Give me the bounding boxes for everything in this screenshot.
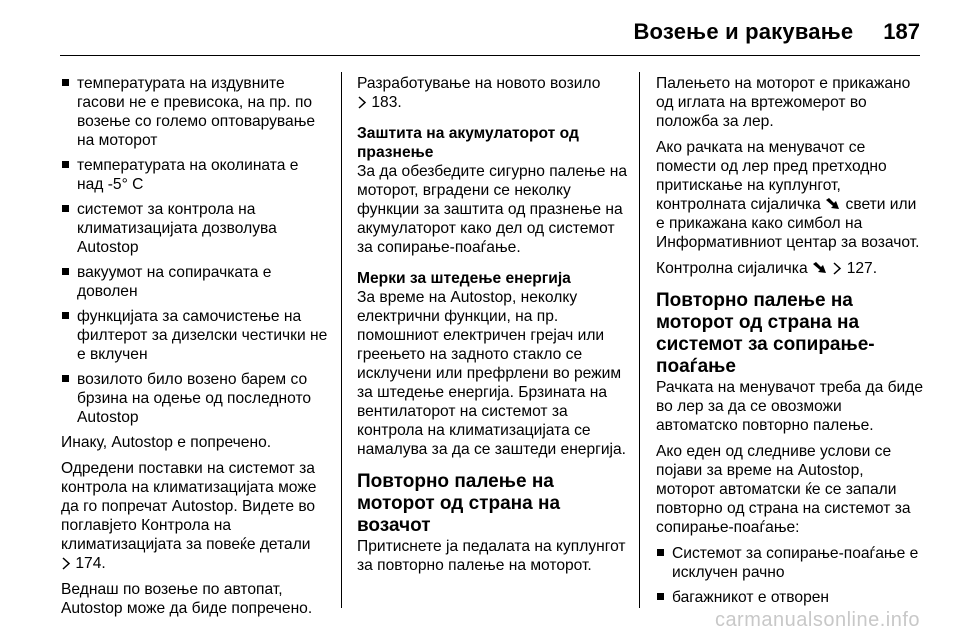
list-item: Системот за сопирање-поаѓање е исклучен рачно: [656, 544, 924, 582]
paragraph: Рачката на менувачот треба да биде во лер за да се овозможи автоматско повторно палење.: [656, 379, 923, 434]
column-divider-1: [341, 72, 342, 608]
paragraph: Притиснете ја педалата на куплунгот за повторно палење на моторот.: [357, 538, 626, 574]
paragraph: Палењето на моторот е прикажано од иглата на вртежомерот во положба за лер.: [656, 75, 911, 130]
conditions-list: [61, 74, 329, 427]
page-reference[interactable]: 183.: [357, 94, 402, 111]
column-2: [357, 74, 629, 582]
watermark: carmanualsonline.info: [714, 609, 920, 631]
paragraph: За време на Autostop, неколку електрични функции, на пр. помошниот електричен грејач или греењето на задното стакло се исклучени или префрлени во режим за штедење енергија. Брзината на вентилаторот на системот за контрола на климатизацијата се намалува за да се заштеди енергија.: [357, 289, 627, 458]
restart-conditions-list: [656, 544, 924, 607]
page-reference-arrow-icon: [357, 96, 367, 109]
section-title: Повторно палење на моторот од страна на системот за сопирање-поаѓање: [656, 290, 875, 377]
page-reference-arrow-icon: [832, 262, 842, 275]
column-3: [656, 74, 924, 613]
header-rule: [60, 55, 920, 56]
page-reference[interactable]: 174.: [61, 555, 106, 572]
shift-indicator-arrow-icon: [812, 260, 828, 277]
shift-indicator-arrow-icon: [825, 196, 841, 213]
running-title: Возење и ракување: [633, 19, 854, 44]
paragraph: Контролна сијаличка 127.: [656, 260, 878, 277]
paragraph: Ако еден од следниве услови се појави за време на Autostop, моторот автоматски ќе се запали повторно од страна на системот за сопирање-поаѓање:: [656, 443, 911, 536]
page-header: [60, 14, 920, 50]
page-reference-arrow-icon: [61, 557, 71, 570]
list-item: функцијата за самочистење на филтерот за дизелски честички не е вклучен: [61, 307, 329, 364]
column-1: [61, 74, 329, 625]
column-divider-2: [639, 72, 640, 608]
list-item: вакуумот на сопирачката е доволен: [61, 263, 329, 301]
paragraph: Ако рачката на менувачот се помести од лер пред претходно притискање на куплунгот, контролната сијаличка свети или е прикажана како симбол на Информативниот центар за возачот.: [656, 139, 920, 251]
paragraph: Веднаш по возење по автопат, Autostop може да биде попречено.: [61, 581, 313, 617]
paragraph: Инаку, Autostop е попречено.: [61, 434, 272, 451]
list-item: багажникот е отворен: [656, 588, 924, 607]
page-number: 187: [883, 19, 920, 44]
list-item: возилото било возено барем со брзина на одење од последното Autostop: [61, 370, 329, 427]
list-item: температурата на околината е над -5° C: [61, 156, 329, 194]
list-item: системот за контрола на климатизацијата дозволува Autostop: [61, 200, 329, 257]
list-item: температурата на издувните гасови не е превисока, на пр. по возење со големо оптоварување на моторот: [61, 74, 329, 150]
paragraph: За да обезбедите сигурно палење на моторот, вградени се неколку функции за заштита од празнење на акумулаторот како дел од системот за сопирање-поаѓање.: [357, 163, 628, 256]
page-reference[interactable]: 127.: [832, 260, 877, 277]
paragraph: Одредени поставки на системот за контрола на климатизацијата може да го попречат Autostop. Видете во поглавјето Контрола на климатизацијата за повеќе детали 174.: [61, 460, 317, 572]
section-title: Повторно палење на моторот од страна на возачот: [357, 471, 561, 536]
section-heading: Мерки за штедење енергија: [357, 270, 571, 287]
paragraph: Разработување на новото возило 183.: [357, 75, 601, 111]
section-heading: Заштита на акумулаторот од празнење: [357, 125, 579, 161]
